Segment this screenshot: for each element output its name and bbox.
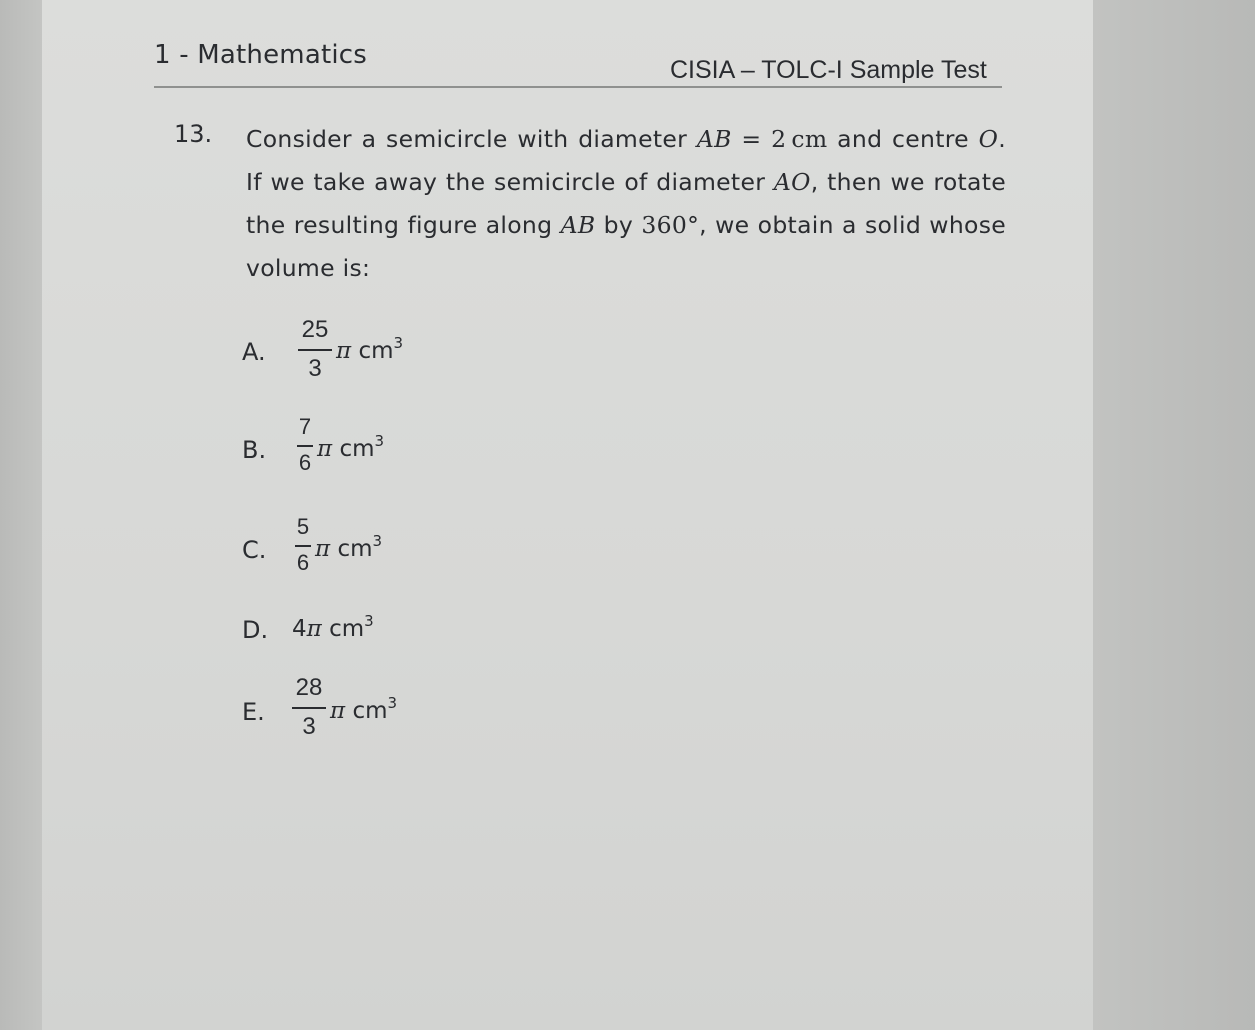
fraction-numerator: 28 <box>295 674 323 701</box>
option-unit: π $cm^3$ <box>317 432 385 462</box>
option-letter: A. <box>242 338 266 366</box>
fraction-numerator: 7 <box>298 414 312 439</box>
fraction-numerator: 25 <box>301 316 329 343</box>
option-letter: B. <box>242 436 267 464</box>
option-unit: π $cm^3$ <box>315 532 383 562</box>
section-title: 1 - Mathematics <box>154 40 368 70</box>
fraction-denominator: 6 <box>296 550 310 575</box>
fraction-bar <box>292 707 326 709</box>
monitor-bezel-left <box>0 0 42 1030</box>
option-fraction <box>295 516 311 574</box>
option-letter: E. <box>242 698 265 726</box>
fraction-denominator: 6 <box>298 450 312 475</box>
fraction-bar <box>297 445 313 447</box>
fraction-denominator: 3 <box>302 713 316 740</box>
question-text: Consider a semicircle with diameter AB = 2 cm and centre O. If we take away the semicircle of diameter AO, then we rotate the resulting figure along AB by 360°, we obtain a solid whose volume is: <box>246 125 1007 282</box>
option-letter: C. <box>242 536 267 564</box>
option-unit: π $cm^3$ <box>330 694 398 724</box>
option-unit: 4π $cm^3$ <box>292 612 374 642</box>
fraction-bar <box>295 545 311 547</box>
option-unit: π $cm^3$ <box>336 334 404 364</box>
fraction-bar <box>298 349 332 351</box>
header-divider <box>154 86 1002 88</box>
test-title: CISIA – TOLC-I Sample Test <box>670 56 987 84</box>
document-page <box>42 0 1093 1030</box>
option-fraction <box>297 416 313 474</box>
question-number: 13. <box>174 120 213 148</box>
option-fraction <box>292 676 326 739</box>
monitor-bezel-right <box>1093 0 1255 1030</box>
option-fraction <box>298 318 332 381</box>
option-letter: D. <box>242 616 269 644</box>
fraction-denominator: 3 <box>308 355 322 382</box>
fraction-numerator: 5 <box>296 514 310 539</box>
